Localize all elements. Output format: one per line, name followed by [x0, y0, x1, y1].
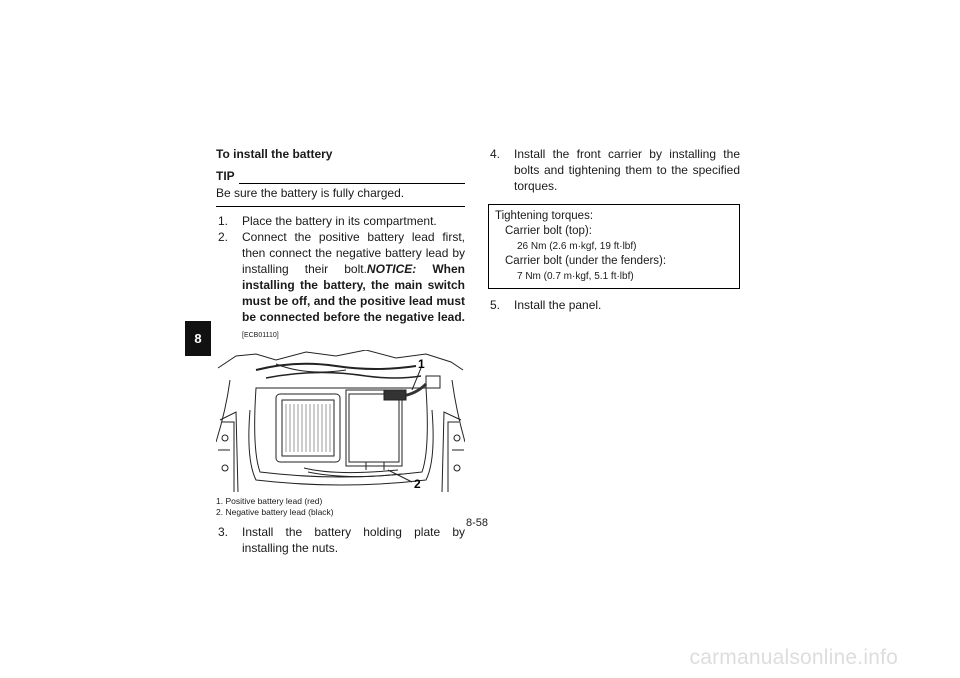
section-heading: To install the battery — [216, 147, 333, 161]
steps-list-continued — [216, 524, 465, 556]
step-text: Install the panel. — [514, 298, 602, 312]
step-number: 5. — [490, 298, 501, 312]
step-text: Connect the positive battery lead first, then connect the negative battery lead by installing their bolt. — [242, 230, 465, 276]
battery-compartment-illustration — [216, 350, 465, 494]
tip-header — [216, 168, 465, 184]
step-1 — [216, 213, 465, 229]
tip-rule — [239, 173, 465, 184]
chapter-tab: 8 — [185, 321, 211, 356]
caption-2: 2. Negative battery lead (black) — [216, 507, 334, 517]
step-2 — [216, 229, 465, 344]
page-number: 8-58 — [466, 517, 489, 529]
step-number: 4. — [490, 147, 501, 161]
step-number: 2. — [218, 230, 229, 244]
step-3 — [216, 524, 465, 556]
step-text: Install the front carrier by installing the bolts and tightening them to the specified torques. — [514, 147, 740, 193]
notice-code: [ECB01110] — [242, 332, 279, 339]
step-4 — [488, 146, 740, 194]
step-number: 3. — [218, 525, 229, 539]
torque-spec-box — [488, 204, 740, 289]
torque-title: Tightening torques: — [495, 210, 594, 222]
caption-1: 1. Positive battery lead (red) — [216, 496, 323, 506]
callout-2: 2 — [414, 477, 421, 491]
callout-1: 1 — [418, 357, 425, 371]
tip-label: TIP — [216, 169, 235, 183]
step-body — [242, 229, 465, 344]
watermark: carmanualsonline.info — [689, 646, 898, 669]
torque-item-value: 7 Nm (0.7 m·kgf, 5.1 ft·lbf) — [517, 271, 634, 282]
steps-list-right — [488, 146, 740, 194]
left-column — [216, 146, 465, 556]
step-text: Place the battery in its compartment. — [242, 214, 437, 228]
right-column — [488, 146, 740, 313]
tip-text: Be sure the battery is fully charged. — [216, 185, 465, 207]
step-number: 1. — [218, 214, 229, 228]
steps-list-right-continued — [488, 297, 740, 313]
step-text: Install the battery holding plate by installing the nuts. — [242, 525, 465, 555]
torque-item-value: 26 Nm (2.6 m·kgf, 19 ft·lbf) — [517, 241, 637, 252]
steps-list — [216, 213, 465, 344]
torque-item-label: Carrier bolt (top): — [505, 225, 592, 237]
notice-text: When installing the battery, the main switch must be off, and the positive lead must be connected before the negative lead. — [242, 262, 465, 324]
figure-captions — [216, 496, 465, 518]
step-5 — [488, 297, 740, 313]
battery-figure — [216, 350, 465, 494]
notice-label: NOTICE: — [366, 262, 417, 276]
torque-item-label: Carrier bolt (under the fenders): — [505, 255, 667, 267]
